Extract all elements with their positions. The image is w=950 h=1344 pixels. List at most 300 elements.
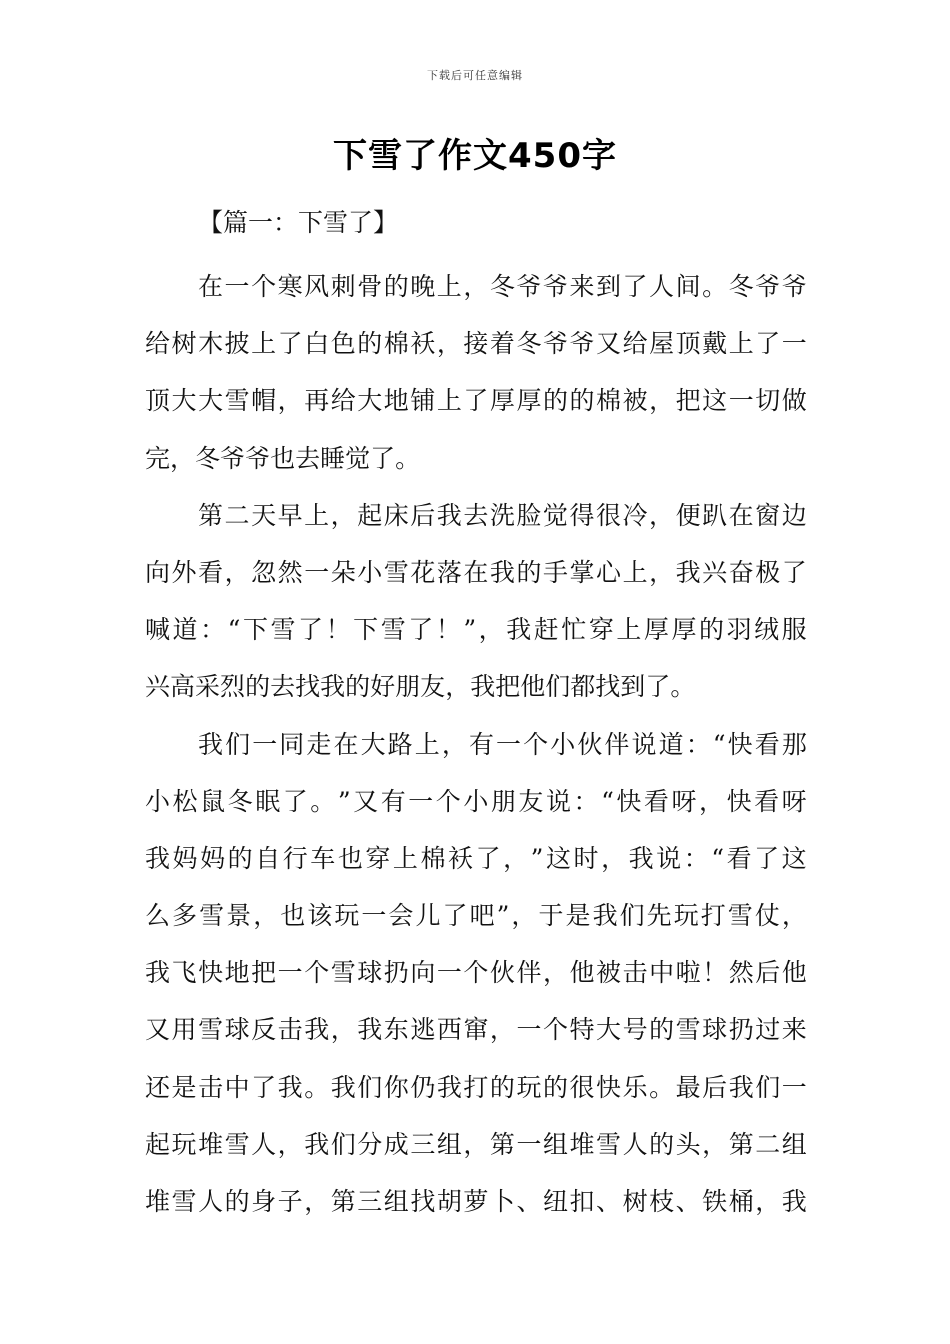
glyph: 过 [755,1015,781,1045]
glyph: 组 [781,1129,807,1159]
glyph: 手 [542,557,568,587]
glyph: 树 [622,1187,648,1216]
glyph: 早 [277,500,303,530]
glyph: 堆 [569,1129,595,1159]
glyph: 一 [408,786,434,816]
glyph: 觉 [345,443,371,473]
glyph: 妈 [172,843,198,873]
glyph: 我 [277,1072,303,1102]
glyph: 晚 [410,272,436,301]
glyph: 后 [702,1072,728,1102]
glyph: 。 [670,672,696,702]
glyph: 们 [545,672,571,702]
glyph: 好 [370,672,396,702]
glyph: 乐 [622,1072,648,1102]
glyph: 服 [781,615,807,645]
glyph: ， [445,672,471,702]
glyph: 的 [542,386,568,416]
glyph: 萝 [463,1187,489,1216]
text-line [145,1059,807,1116]
glyph: 快 [198,958,224,988]
glyph: 风 [304,272,330,301]
text-line [145,887,807,944]
glyph: 爷 [542,272,568,301]
glyph: “ [601,786,614,816]
glyph: ” [530,843,544,873]
glyph: 戴 [702,329,728,359]
glyph: 组 [436,1129,462,1159]
glyph: 了 [370,443,396,473]
glyph: 爷 [781,272,807,301]
glyph: 落 [436,557,462,587]
glyph: 。 [395,443,421,473]
glyph: 得 [569,500,595,530]
glyph: 做 [781,386,807,416]
glyph: ， [463,1129,489,1159]
glyph: “ [712,729,726,759]
glyph: 们 [619,901,645,931]
glyph: 组 [383,1187,409,1216]
glyph: 棉 [596,386,622,416]
glyph: 西 [436,1015,462,1045]
header-note: 下载后可任意编辑 [427,69,523,82]
glyph: 第 [198,500,224,530]
glyph: 脸 [516,500,542,530]
glyph: 雪 [199,901,225,931]
glyph: 向 [410,958,436,988]
glyph: 一 [781,329,807,359]
glyph: 厚 [671,615,697,645]
glyph: 的 [542,1072,568,1102]
glyph: 在 [333,729,359,759]
glyph: 上 [304,500,330,530]
glyph: 特 [569,1015,595,1045]
glyph: 多 [172,901,198,931]
glyph: 大 [357,386,383,416]
glyph: 。 [702,272,728,301]
glyph: 。 [304,1072,330,1102]
glyph: 边 [781,500,807,530]
glyph: 喊 [145,615,171,645]
glyph: 用 [171,1015,197,1045]
glyph: 卜 [489,1187,515,1216]
glyph: 的 [649,1129,675,1159]
glyph: 了 [282,786,308,816]
glyph: ， [277,1129,303,1159]
glyph: 一 [516,1129,542,1159]
glyph: 伙 [577,729,603,759]
glyph: 袄 [448,843,474,873]
glyph: 上 [436,386,462,416]
glyph: 地 [224,958,250,988]
glyph: 棉 [383,329,409,359]
glyph: 有 [380,786,406,816]
glyph: 们 [357,1072,383,1102]
glyph: ： [200,615,226,645]
glyph: 这 [545,843,571,873]
glyph: 小 [357,557,383,587]
glyph: 便 [675,500,701,530]
glyph: 找 [295,672,321,702]
glyph: 于 [538,901,564,931]
glyph: 小 [463,786,489,816]
glyph: 厚 [489,386,515,416]
glyph: 人 [622,1129,648,1159]
glyph: 大 [171,386,197,416]
glyph: 道 [172,615,198,645]
glyph: 了 [251,1072,277,1102]
glyph: 、 [596,1187,622,1216]
glyph: 找 [595,672,621,702]
glyph: 了 [277,329,303,359]
glyph: 床 [383,500,409,530]
glyph: 。 [310,786,336,816]
glyph: 最 [675,1072,701,1102]
glyph: 上 [622,557,648,587]
glyph: 三 [357,1187,383,1216]
glyph: 完 [145,443,171,473]
glyph: 外 [171,557,197,587]
glyph: 胡 [436,1187,462,1216]
glyph: 刺 [330,272,356,301]
glyph: 我 [781,1187,807,1216]
glyph: 个 [523,729,549,759]
glyph: 穿 [365,843,391,873]
glyph: 又 [353,786,379,816]
glyph: 说 [631,729,657,759]
glyph: 伴 [516,958,542,988]
glyph: 个 [542,1015,568,1045]
glyph: 车 [310,843,336,873]
document-body [145,200,807,1230]
glyph: 友 [420,672,446,702]
glyph: 说 [656,843,682,873]
glyph: 掌 [569,557,595,587]
glyph: 儿 [415,901,441,931]
glyph: ， [601,843,627,873]
glyph: 爷 [220,443,246,473]
glyph: 的 [357,329,383,359]
glyph: 了 [298,615,324,645]
glyph: 行 [282,843,308,873]
glyph: 兴 [702,557,728,587]
glyph: 时 [573,843,599,873]
glyph: 的 [383,272,409,301]
glyph: 我 [489,557,515,587]
glyph: 都 [570,672,596,702]
glyph: 一 [781,1072,807,1102]
glyph: 在 [198,272,224,301]
glyph: 一 [277,958,303,988]
glyph: ， [436,329,462,359]
glyph: 组 [542,1129,568,1159]
glyph: 人 [198,1187,224,1216]
glyph: 把 [495,672,521,702]
glyph: 树 [171,329,197,359]
glyph: 他 [520,672,546,702]
text-line [145,601,807,658]
glyph: 个 [304,958,330,988]
glyph: 的 [516,557,542,587]
glyph: 我 [198,729,224,759]
glyph: 被 [596,958,622,988]
glyph: 把 [251,958,277,988]
glyph: 披 [224,329,250,359]
glyph: 雪 [380,615,406,645]
glyph: “ [711,843,725,873]
glyph: 第 [489,1129,515,1159]
glyph: ， [330,500,356,530]
glyph: 忙 [561,615,587,645]
glyph: 的 [699,615,725,645]
glyph: 切 [755,386,781,416]
glyph: 小 [550,729,576,759]
glyph: 上 [436,272,462,301]
glyph: 寒 [277,272,303,301]
glyph: 下 [242,615,268,645]
glyph: 仍 [410,1072,436,1102]
glyph: 然 [728,958,754,988]
glyph: 路 [387,729,413,759]
glyph: 木 [198,329,224,359]
glyph: 朵 [330,557,356,587]
glyph: 玩 [334,901,360,931]
glyph: 心 [596,557,622,587]
glyph: 友 [518,786,544,816]
glyph: ， [441,729,467,759]
glyph: 去 [270,672,296,702]
glyph: 二 [224,500,250,530]
glyph: 快 [616,786,642,816]
glyph: ！ [702,958,728,988]
glyph: 雪 [270,615,296,645]
glyph: 扣 [569,1187,595,1216]
glyph: 个 [463,958,489,988]
glyph: 上 [392,843,418,873]
glyph: 袄 [410,329,436,359]
glyph: 那 [781,729,807,759]
glyph: 快 [596,1072,622,1102]
glyph: 把 [675,386,701,416]
glyph: 是 [565,901,591,931]
glyph: 先 [646,901,672,931]
glyph: 起 [357,500,383,530]
glyph: 极 [755,557,781,587]
glyph: 雪 [198,1015,224,1045]
glyph: 再 [304,386,330,416]
glyph: 去 [463,500,489,530]
glyph: 伴 [604,729,630,759]
glyph: 东 [383,1015,409,1045]
glyph: 给 [145,329,171,359]
glyph: 也 [270,443,296,473]
glyph: 小 [145,786,171,816]
glyph: 该 [307,901,333,931]
paragraph-1 [145,258,807,487]
glyph: 打 [463,1072,489,1102]
text-line [145,258,807,315]
glyph: 说 [545,786,571,816]
glyph: 来 [781,1015,807,1045]
glyph: 一 [252,729,278,759]
glyph: 伙 [489,958,515,988]
glyph: 、 [516,1187,542,1216]
text-line [145,830,807,887]
glyph: 击 [198,1072,224,1102]
glyph: 一 [224,272,250,301]
glyph: ： [573,786,599,816]
glyph: 了 [442,901,468,931]
glyph: 羽 [726,615,752,645]
glyph: 走 [306,729,332,759]
glyph: 棉 [420,843,446,873]
glyph: 很 [569,1072,595,1102]
glyph: 第 [330,1187,356,1216]
glyph: 了 [463,386,489,416]
glyph: 呀 [781,786,807,816]
glyph: 我 [628,843,654,873]
glyph: 球 [357,958,383,988]
glyph: 窜 [463,1015,489,1045]
glyph: ： [685,729,711,759]
glyph: 击 [622,958,648,988]
glyph: 大 [596,1015,622,1045]
glyph: ， [489,1015,515,1045]
glyph: 的 [227,843,253,873]
glyph: 我 [436,1072,462,1102]
glyph: 一 [436,958,462,988]
glyph: 了 [408,615,434,645]
glyph: 的 [569,386,595,416]
section-heading: 【篇一：下雪了】 [198,208,399,237]
glyph: 我 [675,557,701,587]
text-line [145,773,807,830]
text-line [145,372,807,429]
glyph: 玩 [171,1129,197,1159]
glyph: 厚 [643,615,669,645]
glyph: 一 [304,557,330,587]
text-line [145,1116,807,1173]
glyph: 堆 [145,1187,171,1216]
glyph: 上 [414,729,440,759]
glyph: 玩 [673,901,699,931]
glyph: 了 [645,672,671,702]
glyph: ！ [325,615,351,645]
glyph: 看 [198,557,224,587]
glyph: 厚 [516,386,542,416]
text-line [145,944,807,1001]
glyph: 、 [675,1187,701,1216]
glyph: 奋 [728,557,754,587]
glyph: 爷 [516,272,542,301]
glyph: 一 [516,1015,542,1045]
glyph: 采 [195,672,221,702]
glyph: 景 [226,901,252,931]
glyph: 爷 [542,329,568,359]
glyph: ， [542,958,568,988]
glyph: 屋 [649,329,675,359]
glyph: 会 [388,901,414,931]
glyph: ！ [435,615,461,645]
glyph: 的 [489,1072,515,1102]
glyph: 色 [330,329,356,359]
glyph: ， [463,272,489,301]
glyph: 了 [754,843,780,873]
glyph: 雪 [224,386,250,416]
glyph: 我 [728,1072,754,1102]
glyph: 我 [506,615,532,645]
text-line [145,1001,807,1058]
glyph: 在 [728,500,754,530]
glyph: 着 [489,329,515,359]
glyph: 顶 [675,329,701,359]
glyph: 穿 [588,615,614,645]
glyph: ： [683,843,709,873]
glyph: 接 [463,329,489,359]
glyph: 趴 [702,500,728,530]
glyph: ， [649,500,675,530]
glyph: 爷 [245,443,271,473]
glyph: 上 [616,615,642,645]
glyph: 雪 [675,1015,701,1045]
glyph: 窗 [755,500,781,530]
paragraph-2 [145,487,807,716]
glyph: ” [496,901,510,931]
glyph: 吧 [469,901,495,931]
glyph: 中 [224,1072,250,1102]
glyph: 的 [245,672,271,702]
glyph: 帽 [251,386,277,416]
glyph: 我 [470,672,496,702]
glyph: 中 [649,958,675,988]
glyph: 我 [330,1072,356,1102]
glyph: 冬 [195,443,221,473]
text-line [145,430,807,487]
glyph: ， [699,786,725,816]
glyph: ， [170,443,196,473]
glyph: 爷 [755,272,781,301]
glyph: 我 [592,901,618,931]
glyph: 们 [225,729,251,759]
glyph: 的 [649,1015,675,1045]
glyph: 后 [410,500,436,530]
glyph: 看 [754,786,780,816]
glyph: 雪 [224,1129,250,1159]
glyph: 冷 [622,500,648,530]
glyph: 快 [726,786,752,816]
glyph: 我 [320,672,346,702]
glyph: 烈 [220,672,246,702]
document-title: 下雪了作文450字 [333,136,617,176]
glyph: 扔 [728,1015,754,1045]
text-line [145,658,807,715]
glyph: 雪 [383,557,409,587]
glyph: ， [702,1129,728,1159]
glyph: 呀 [671,786,697,816]
glyph: 他 [781,958,807,988]
glyph: ” [463,615,477,645]
glyph: 枝 [649,1187,675,1216]
glyph: 冬 [489,272,515,301]
glyph: 击 [277,1015,303,1045]
glyph: ， [649,386,675,416]
glyph: 绒 [754,615,780,645]
glyph: ， [503,843,529,873]
glyph: 到 [595,272,621,301]
text-line [145,1173,807,1230]
glyph: 扔 [383,958,409,988]
glyph: 的 [224,1187,250,1216]
